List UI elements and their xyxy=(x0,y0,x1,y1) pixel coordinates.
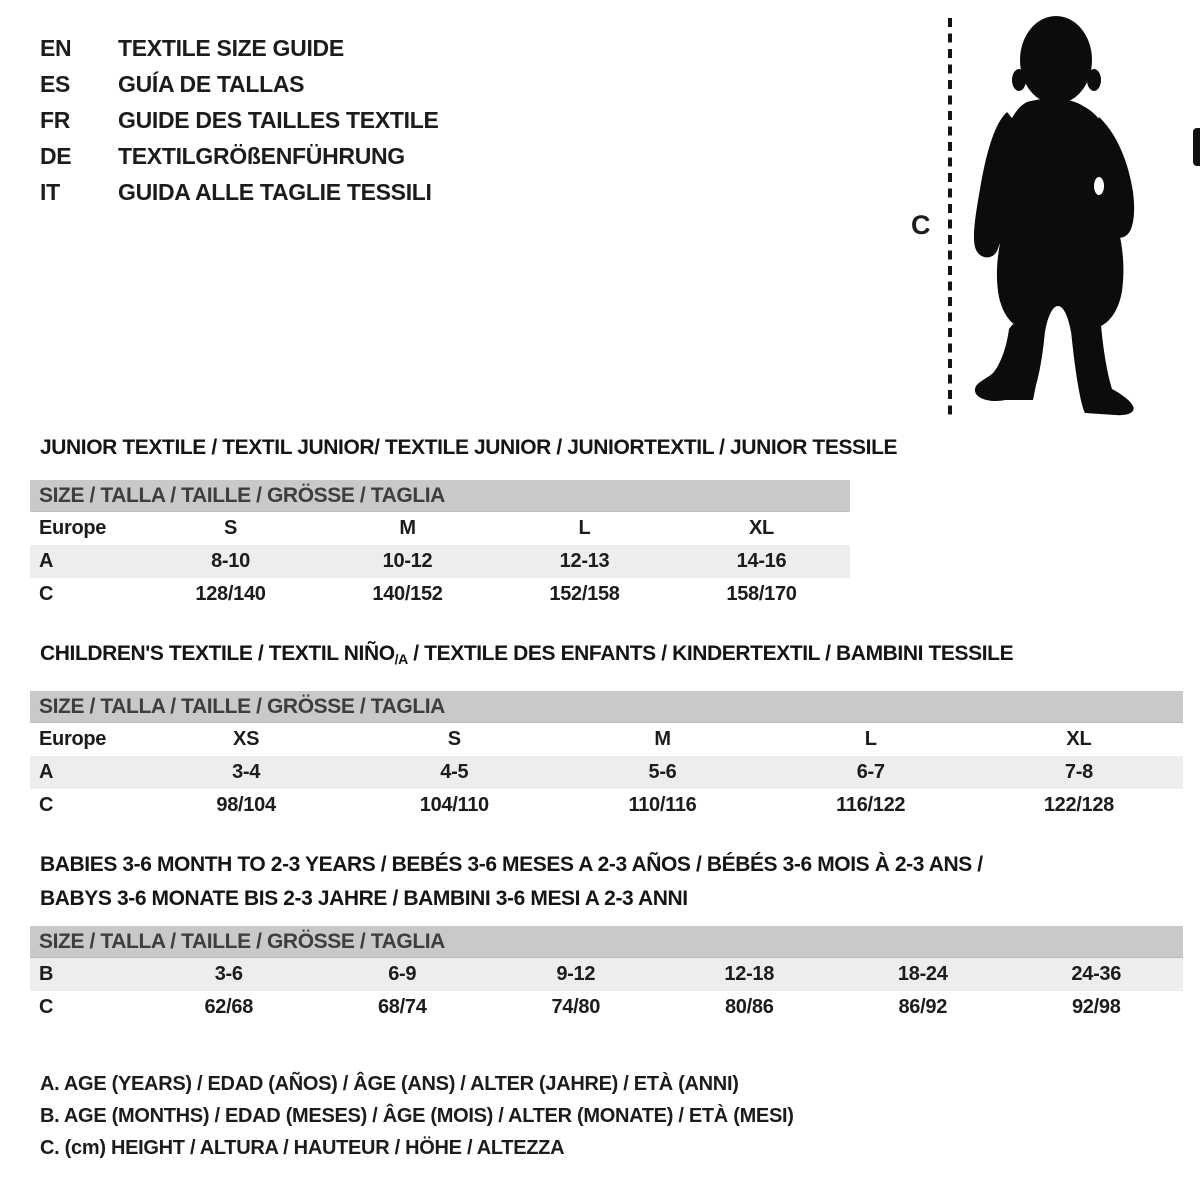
guide-title-en: TEXTILE SIZE GUIDE xyxy=(118,34,344,61)
table-cell: 80/86 xyxy=(724,996,774,1018)
table-cell: L xyxy=(864,728,877,750)
table-cell: 18-24 xyxy=(897,963,948,985)
table-cell: XS xyxy=(233,728,260,750)
height-figure xyxy=(905,14,1185,426)
lang-row-de xyxy=(40,138,439,174)
lang-code: EN xyxy=(40,34,72,61)
junior-section-title xyxy=(40,436,897,460)
table-cell: XL xyxy=(749,517,774,539)
table-cell: 104/110 xyxy=(419,794,489,816)
table-row xyxy=(30,512,850,545)
table-cell: 5-6 xyxy=(648,761,677,783)
junior-section xyxy=(30,436,897,611)
table-cell: 10-12 xyxy=(382,550,433,572)
table-cell: 3-6 xyxy=(214,963,243,985)
lang-row-es xyxy=(40,66,439,102)
children-table-rows xyxy=(30,723,1183,822)
children-section xyxy=(30,642,1183,822)
table-row xyxy=(30,958,1183,991)
table-cell: 92/98 xyxy=(1071,996,1121,1018)
language-title-list xyxy=(40,30,439,210)
babies-title-line2: BABYS 3-6 MONATE BIS 2-3 JAHRE / BAMBINI 3-6 MESI A 2-3 ANNI xyxy=(40,887,688,910)
table-cell: 86/92 xyxy=(898,996,948,1018)
junior-table-rows xyxy=(30,512,850,611)
table-cell: 9-12 xyxy=(556,963,596,985)
row-label: Europe xyxy=(39,728,107,750)
table-cell: 128/140 xyxy=(195,583,266,605)
table-cell: 110/116 xyxy=(628,794,697,816)
table-row xyxy=(30,545,850,578)
lang-row-en xyxy=(40,30,439,66)
guide-title-de: TEXTILGRÖßENFÜHRUNG xyxy=(118,142,405,169)
row-label: A xyxy=(39,761,54,783)
table-cell: 3-4 xyxy=(232,761,261,783)
table-cell: 62/68 xyxy=(204,996,254,1018)
table-cell: XL xyxy=(1066,728,1092,750)
size-header-bar: SIZE / TALLA / TAILLE / GRÖSSE / TAGLIA xyxy=(30,480,850,512)
table-row xyxy=(30,991,1183,1024)
lang-code: IT xyxy=(40,178,60,205)
row-label: B xyxy=(39,963,54,985)
table-row xyxy=(30,578,850,611)
legend-line-b: B. AGE (MONTHS) / EDAD (MESES) / ÂGE (MOIS) / ALTER (MONATE) / ETÀ (MESI) xyxy=(40,1105,794,1127)
babies-section xyxy=(30,848,1183,1024)
table-cell: S xyxy=(223,517,238,539)
table-cell: M xyxy=(654,728,671,750)
junior-size-table xyxy=(30,480,850,611)
legend xyxy=(40,1068,794,1164)
row-label: C xyxy=(39,583,54,605)
row-label: C xyxy=(39,794,54,816)
table-row xyxy=(30,723,1183,756)
table-cell: 8-10 xyxy=(211,550,250,572)
lang-code: FR xyxy=(40,106,71,133)
lang-code: DE xyxy=(40,142,72,169)
table-cell: 152/158 xyxy=(549,583,620,605)
children-size-table xyxy=(30,691,1183,822)
size-header-bar: SIZE / TALLA / TAILLE / GRÖSSE / TAGLIA xyxy=(30,926,1183,958)
table-cell: 4-5 xyxy=(440,761,469,783)
table-row xyxy=(30,756,1183,789)
height-measure-label: C xyxy=(911,210,931,240)
table-cell: 158/170 xyxy=(726,583,797,605)
table-cell: 7-8 xyxy=(1064,761,1093,783)
table-cell: 98/104 xyxy=(216,794,276,816)
size-header-bar: SIZE / TALLA / TAILLE / GRÖSSE / TAGLIA xyxy=(30,691,1183,723)
table-cell: 6-7 xyxy=(856,761,885,783)
table-cell: 12-18 xyxy=(724,963,775,985)
babies-section-title xyxy=(40,848,1183,916)
table-cell: 74/80 xyxy=(551,996,601,1018)
row-label: C xyxy=(39,996,54,1018)
babies-size-table xyxy=(30,926,1183,1024)
lang-code: ES xyxy=(40,70,71,97)
table-cell: M xyxy=(399,517,416,539)
row-label: Europe xyxy=(39,517,107,539)
legend-line-c: C. (cm) HEIGHT / ALTURA / HAUTEUR / HÖHE / ALTEZZA xyxy=(40,1137,565,1159)
lang-row-it xyxy=(40,174,439,210)
table-cell: 68/74 xyxy=(377,996,427,1018)
children-title-suffix: / TEXTILE DES ENFANTS / KINDERTEXTIL / BAMBINI TESSILE xyxy=(407,642,1014,665)
table-cell: L xyxy=(578,517,591,539)
babies-title-line1: BABIES 3-6 MONTH TO 2-3 YEARS / BEBÉS 3-6 MESES A 2-3 AÑOS / BÉBÉS 3-6 MOIS À 2-3 ANS / xyxy=(40,853,983,876)
table-cell: S xyxy=(447,728,461,750)
table-cell: 14-16 xyxy=(736,550,787,572)
table-cell: 6-9 xyxy=(388,963,417,985)
lang-row-fr xyxy=(40,102,439,138)
height-measure-line xyxy=(946,14,954,420)
guide-title-fr: GUIDE DES TAILLES TEXTILE xyxy=(118,106,439,133)
guide-title-es: GUÍA DE TALLAS xyxy=(118,70,305,97)
table-cell: 24-36 xyxy=(1071,963,1122,985)
table-cell: 12-13 xyxy=(559,550,610,572)
junior-title-text: JUNIOR TEXTILE / TEXTIL JUNIOR/ TEXTILE JUNIOR / JUNIORTEXTIL / JUNIOR TESSILE xyxy=(40,436,898,459)
edge-crop-mark xyxy=(1193,128,1200,166)
children-title-subscript: /A xyxy=(394,651,408,667)
table-cell: 122/128 xyxy=(1043,794,1115,816)
toddler-silhouette-image xyxy=(961,14,1139,418)
table-row xyxy=(30,789,1183,822)
children-title-prefix: CHILDREN'S TEXTILE / TEXTIL NIÑO xyxy=(40,642,395,665)
table-cell: 140/152 xyxy=(372,583,443,605)
table-cell: 116/122 xyxy=(836,794,906,816)
children-section-title xyxy=(40,642,1183,671)
legend-line-a: A. AGE (YEARS) / EDAD (AÑOS) / ÂGE (ANS) / ALTER (JAHRE) / ETÀ (ANNI) xyxy=(40,1073,739,1095)
guide-title-it: GUIDA ALLE TAGLIE TESSILI xyxy=(118,178,432,205)
row-label: A xyxy=(39,550,54,572)
babies-table-rows xyxy=(30,958,1183,1024)
